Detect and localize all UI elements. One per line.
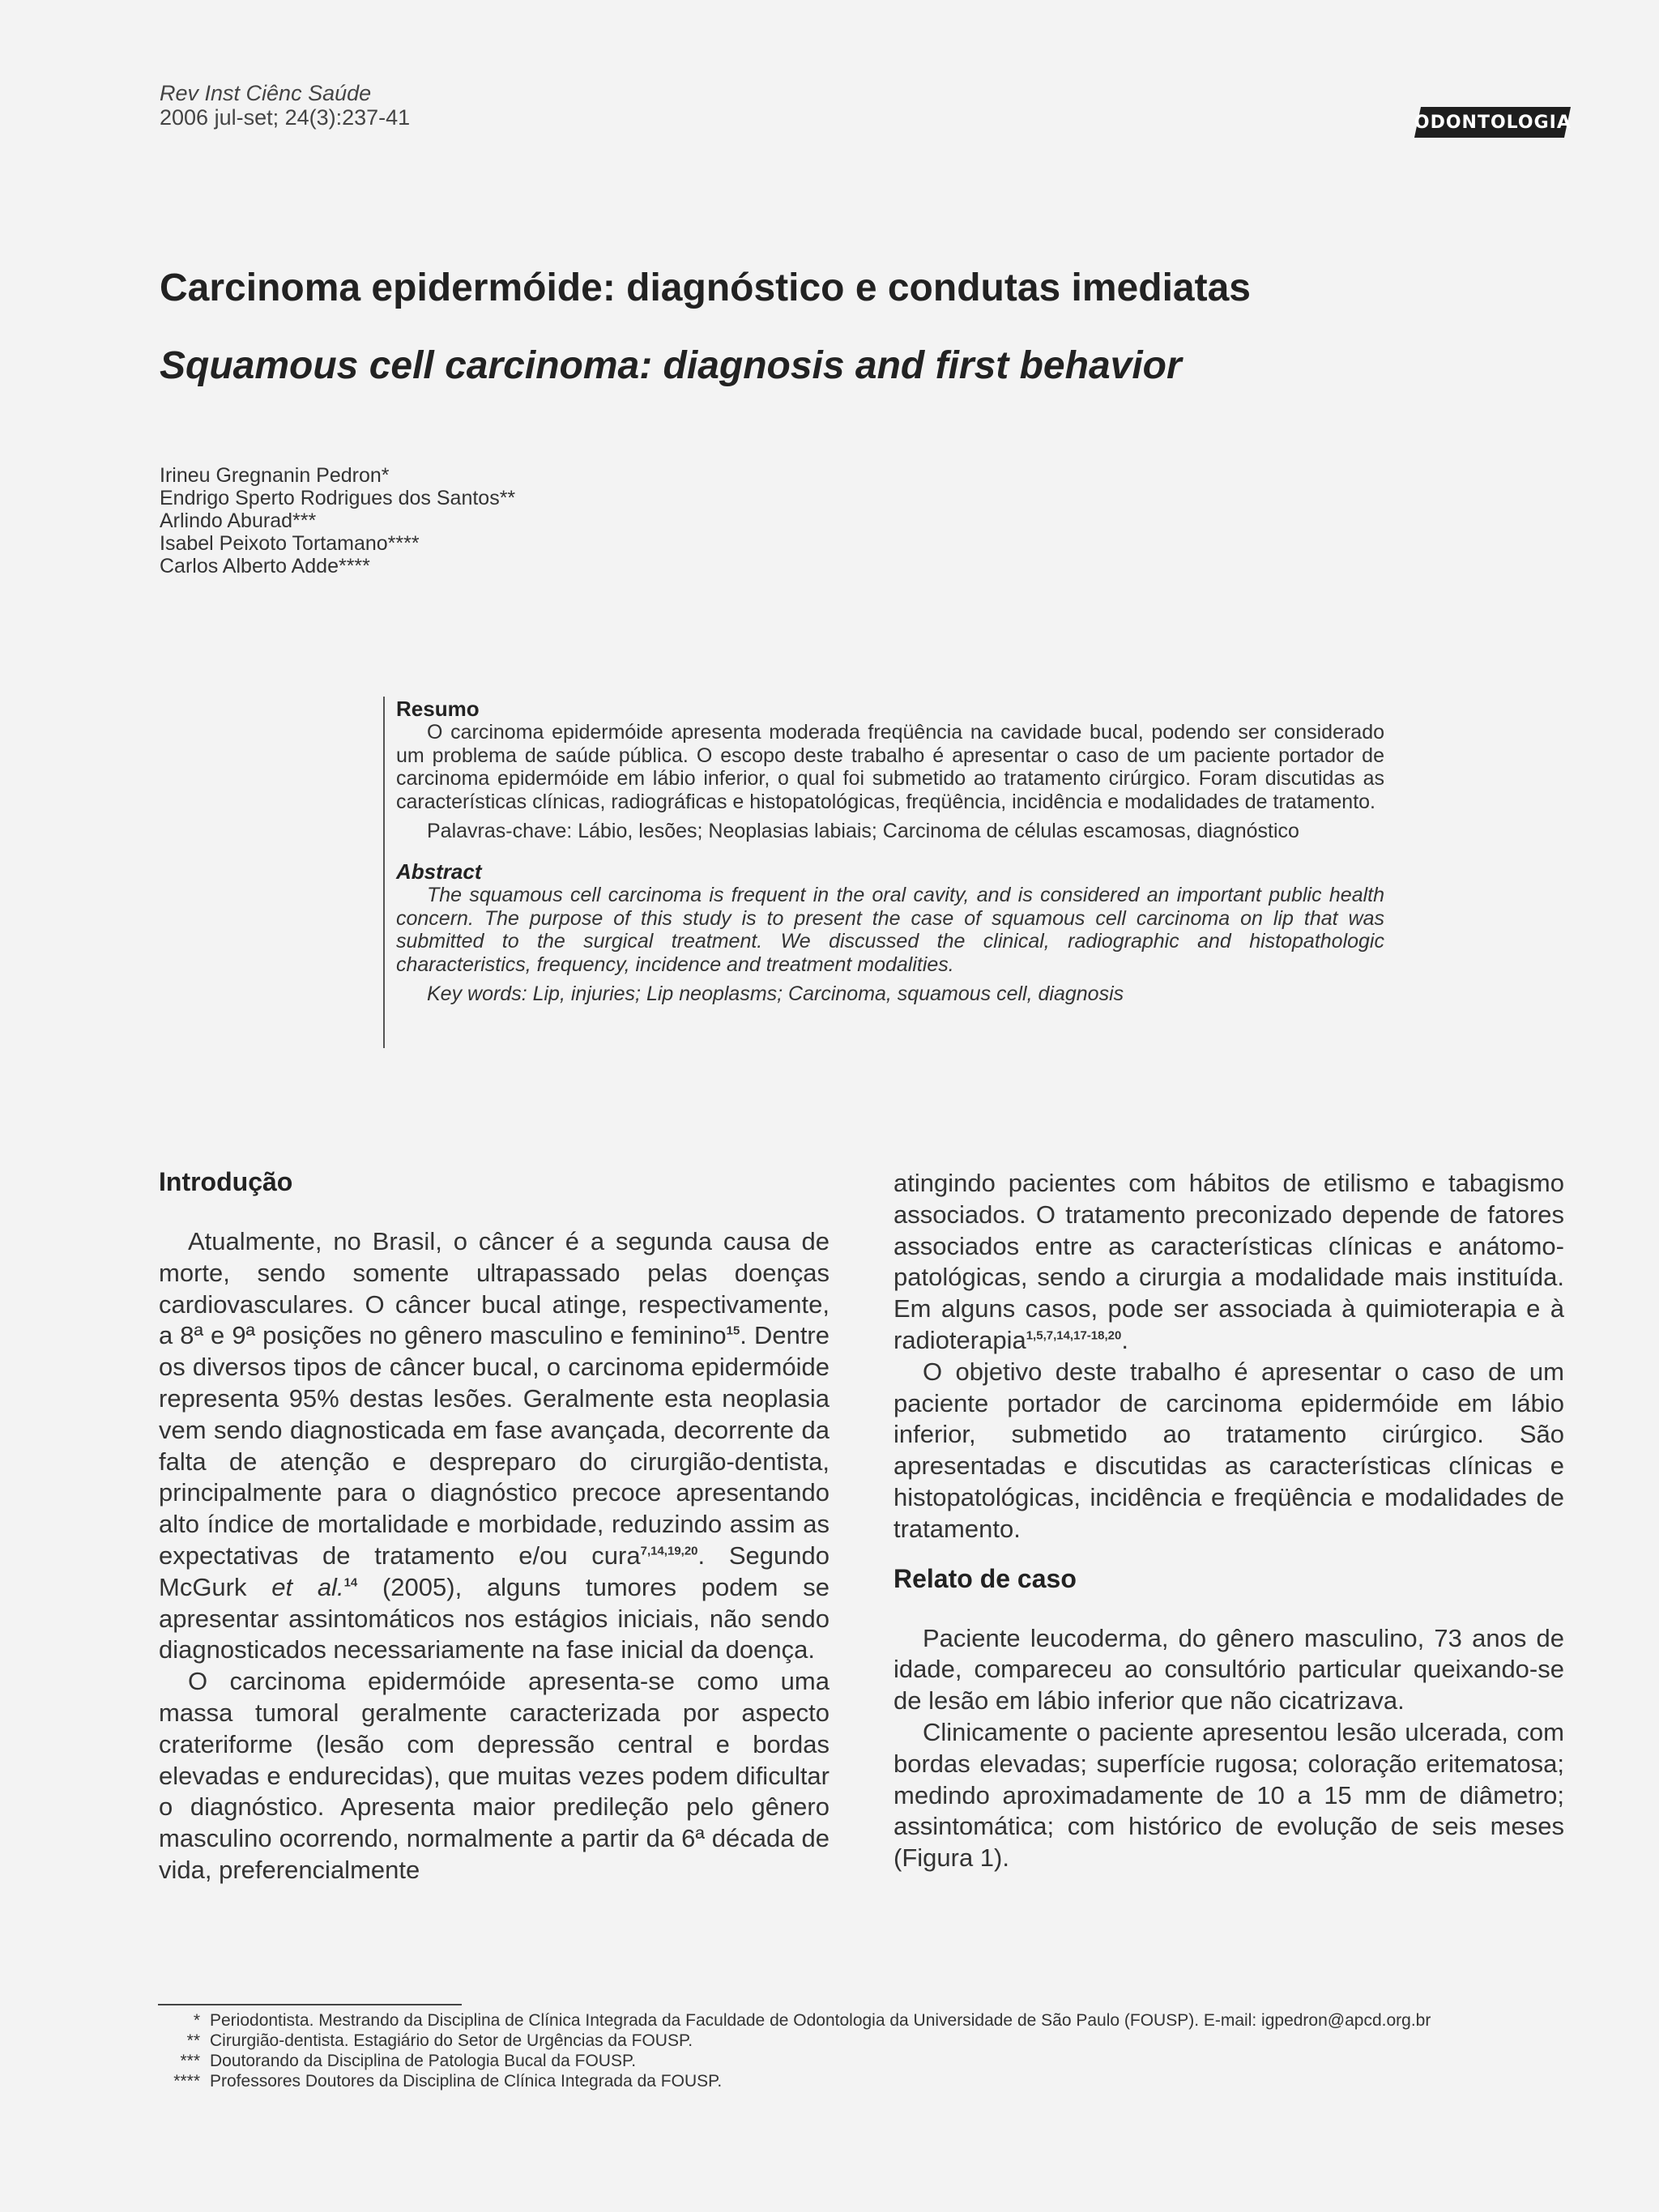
citation-ref: 14 — [343, 1575, 358, 1590]
citation-ref: 15 — [726, 1324, 740, 1339]
abstract-keywords: Key words: Lip, injuries; Lip neoplasms; Carcinoma, squamous cell, diagnosis — [427, 982, 1124, 1006]
author: Isabel Peixoto Tortamano**** — [160, 532, 420, 555]
abstract-block — [383, 697, 1384, 1048]
footnote: * Periodontista. Mestrando da Disciplina de Clínica Integrada da Faculdade de Odontologia da Universidade de São Paulo (FOUSP). E-mail: igpedron@apcd.org.br — [193, 2011, 1431, 2030]
resumo-text: O carcinoma epidermóide apresenta moderada freqüência na cavidade bucal, podendo ser considerado um problema de saúde pública. O escopo deste trabalho é apresentar o caso de um paciente portador de carcinoma epidermóide em lábio inferior, o qual foi submetido ao tratamento cirúrgico. Foram discutidas as características clínicas, radiográficas e histopatológicas, freqüência, incidência e modalidades de tratamento. — [396, 721, 1384, 813]
intro-heading: Introdução — [159, 1167, 293, 1196]
citation-ref: 1,5,7,14,17-18,20 — [1026, 1328, 1122, 1343]
author-list — [160, 464, 515, 578]
citation-ref: 7,14,19,20 — [640, 1544, 698, 1558]
title-portuguese: Carcinoma epidermóide: diagnóstico e condutas imediatas — [160, 266, 1251, 309]
intro-paragraph-1: Atualmente, no Brasil, o câncer é a segunda causa de morte, sendo somente ultrapassado pelas doenças cardiovasculares. O câncer bucal atinge, respectivamente, a 8ª e 9ª posições no gênero masculino e feminino$^{15}$. Dentre os diversos tipos de câncer bucal, o carcinoma epidermóide representa 95% destas lesões. Geralmente esta neoplasia vem sendo diagnosticada em fase avançada, decorrente da falta de atenção e despreparo do cirurgião-dentista, principalmente para o diagnóstico precoce apresentando alto índice de mortalidade e morbidade, reduzindo assim as expectativas de tratamento e/ou cura$^{7,14,19,20}$. Segundo McGurk et al.$^{14}$ (2005), alguns tumores podem se apresentar assintomáticos nos estágios iniciais, não sendo diagnosticados necessariamente na fase inicial da doença. — [159, 1227, 830, 1664]
author: Endrigo Sperto Rodrigues dos Santos** — [160, 487, 516, 509]
intro-paragraph-3: O objetivo deste trabalho é apresentar o caso de um paciente portador de carcinoma epidermóide em lábio inferior, submetido ao tratamento cirúrgico. São apresentadas e discutidas as características clínicas e histopatológicas, incidência e freqüência e modalidades de tratamento. — [893, 1357, 1564, 1543]
case-report-heading: Relato de caso — [893, 1563, 1077, 1593]
footnote: ** Cirurgião-dentista. Estagiário do Setor de Urgências da FOUSP. — [186, 2031, 693, 2050]
body-column-left — [159, 1166, 830, 1886]
section-tag-label: ODONTOLOGIA — [1414, 112, 1572, 133]
abstract-text: The squamous cell carcinoma is frequent in the oral cavity, and is considered an important public health concern. The purpose of this study is to present the case of squamous cell carcinoma on lip that was submitted to the surgical treatment. We discussed the clinical, radiographic and histopathologic characteristics, frequency, incidence and treatment modalities. — [396, 883, 1384, 976]
intro-paragraph-2-continued: atingindo pacientes com hábitos de etilismo e tabagismo associados. O tratamento preconizado depende de fatores associados entre as características clínicas e anátomo-patológicas, sendo a cirurgia a modalidade mais instituída. Em alguns casos, pode ser associada à quimioterapia e à radioterapia$^{1,5,7,14,17-18,20}$. — [893, 1169, 1564, 1354]
author: Arlindo Aburad*** — [160, 509, 317, 532]
body-column-right — [893, 1168, 1564, 1874]
footnotes — [160, 2010, 1439, 2091]
case-paragraph-1: Paciente leucoderma, do gênero masculino, 73 anos de idade, compareceu ao consultório particular queixando-se de lesão em lábio inferior que não cicatrizava. — [893, 1623, 1564, 1715]
resumo-keywords: Palavras-chave: Lábio, lesões; Neoplasias labiais; Carcinoma de células escamosas, diagnóstico — [427, 820, 1299, 843]
abstract-heading: Abstract — [396, 859, 482, 884]
journal-name: Rev Inst Ciênc Saúde — [160, 81, 372, 105]
intro-paragraph-2: O carcinoma epidermóide apresenta-se como uma massa tumoral geralmente caracterizada por aspecto crateriforme (lesão com depressão central e bordas elevadas e endurecidas), que muitas vezes podem dificultar o diagnóstico. Apresenta maior predileção pelo gênero masculino ocorrendo, normalmente a partir da 6ª década de vida, preferencialmente — [159, 1667, 830, 1884]
footnote: **** Professores Doutores da Disciplina de Clínica Integrada da FOUSP. — [173, 2072, 723, 2091]
title-english: Squamous cell carcinoma: diagnosis and first behavior — [160, 344, 1182, 387]
journal-citation — [160, 81, 410, 130]
author: Carlos Alberto Adde**** — [160, 555, 370, 578]
journal-volume: 2006 jul-set; 24(3):237-41 — [160, 105, 411, 130]
footnote: *** Doutorando da Disciplina de Patologia Bucal da FOUSP. — [180, 2052, 637, 2070]
author: Irineu Gregnanin Pedron* — [160, 464, 390, 487]
case-paragraph-2: Clinicamente o paciente apresentou lesão ulcerada, com bordas elevadas; superfície rugosa; coloração eritematosa; medindo aproximadamente de 10 a 15 mm de diâmetro; assintomática; com histórico de evolução de seis meses (Figura 1). — [893, 1717, 1564, 1873]
footnote-divider — [158, 2004, 462, 2005]
section-tag — [1414, 107, 1571, 138]
resumo-heading: Resumo — [396, 697, 480, 721]
